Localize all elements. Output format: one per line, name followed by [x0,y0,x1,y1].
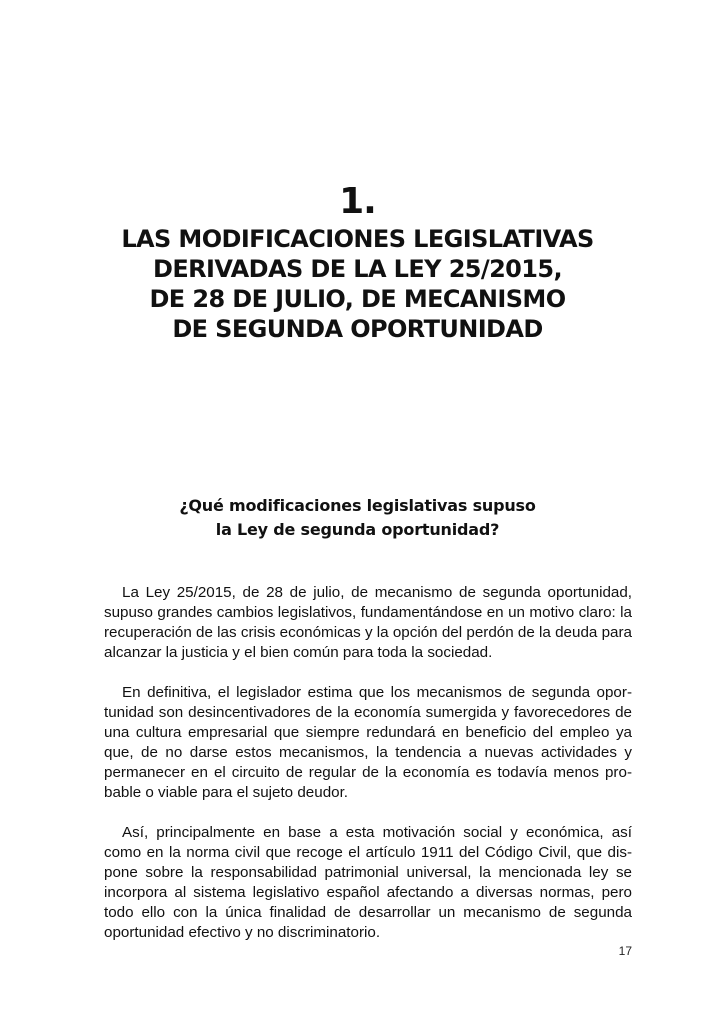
paragraph: La Ley 25/2015, de 28 de julio, de mecanismo de segunda oportunidad, supuso grandes cambios legislativos, fundamentándose en un motivo claro: la recuperación de las crisis económicas y la opción del perdón de la deuda para alcanzar la justicia y el bien común para toda la sociedad. [104,584,632,661]
section-question-line: la Ley de segunda oportunidad? [215,520,500,539]
paragraph: En definitiva, el legislador estima que los mecanismos de segunda oportunidad son desincentivadores de la economía sumergida y favorecedores de una cultura empresarial que siempre redundará en beneficio del empleo ya que, de no darse estos mecanismos, la tendencia a nuevas actividades y permanecer en el circuito de regular de la economía es todavía menos probable o viable para el sujeto deudor. [104,684,632,801]
chapter-number: 1. [339,181,376,222]
chapter-title-line: DE 28 DE JULIO, DE MECANISMO [149,285,566,313]
section-question [0,494,715,542]
body-text [104,583,632,963]
chapter-title-line: DERIVADAS DE LA LEY 25/2015, [153,255,562,283]
chapter-heading [0,180,715,344]
chapter-title-line: DE SEGUNDA OPORTUNIDAD [172,315,543,343]
page-number: 17 [618,944,632,958]
paragraph: Así, principalmente en base a esta motivación social y económica, así como en la norma civil que recoge el artículo 1911 del Código Civil, que dispone sobre la responsabilidad patrimonial universal, la mencionada ley se incorpora al sistema legislativo español afectando a diversas normas, pero todo ello con la única finalidad de desarrollar un mecanismo de segunda oportunidad efectivo y no discriminatorio. [104,824,632,941]
chapter-title [0,224,715,344]
section-question-line: ¿Qué modificaciones legislativas supuso [179,496,536,515]
chapter-title-line: LAS MODIFICACIONES LEGISLATIVAS [121,225,594,253]
